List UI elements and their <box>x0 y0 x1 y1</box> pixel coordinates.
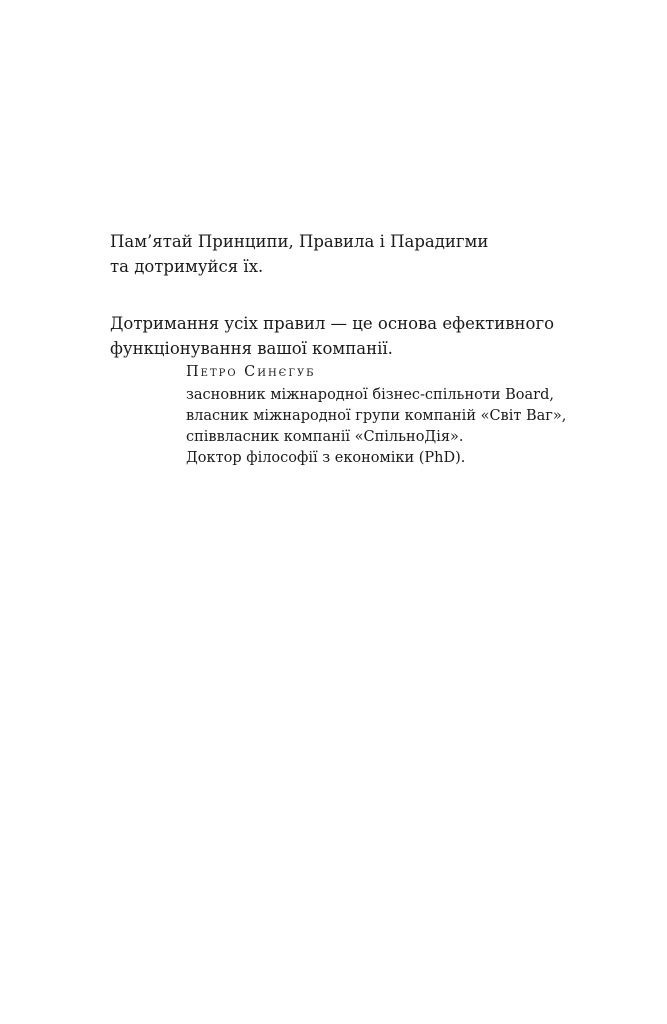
author-credential-3: співвласник компанії «СпільноДія». <box>186 429 464 445</box>
epigraph <box>110 229 590 361</box>
epigraph-quote-1 <box>110 229 590 279</box>
quote-1-line-2: та дотримуйся їх. <box>110 257 264 276</box>
author-credential-2: власник міжнародної групи компаній «Світ Ваг», <box>186 408 567 424</box>
quote-2-line-2: функціонування вашої компанії. <box>110 339 393 358</box>
attribution <box>186 362 606 469</box>
author-credential-4: Доктор філософії з економіки (PhD). <box>186 450 466 466</box>
quote-2-line-1: Дотримання усіх правил — це основа ефективного <box>110 314 555 333</box>
author-name: Петро Синєгуб <box>186 364 316 380</box>
quote-1-line-1: Пам’ятай Принципи, Правила і Парадигми <box>110 232 489 251</box>
author-credential-1: засновник міжнародної бізнес-спільноти Board, <box>186 387 554 403</box>
epigraph-quote-2 <box>110 311 590 361</box>
